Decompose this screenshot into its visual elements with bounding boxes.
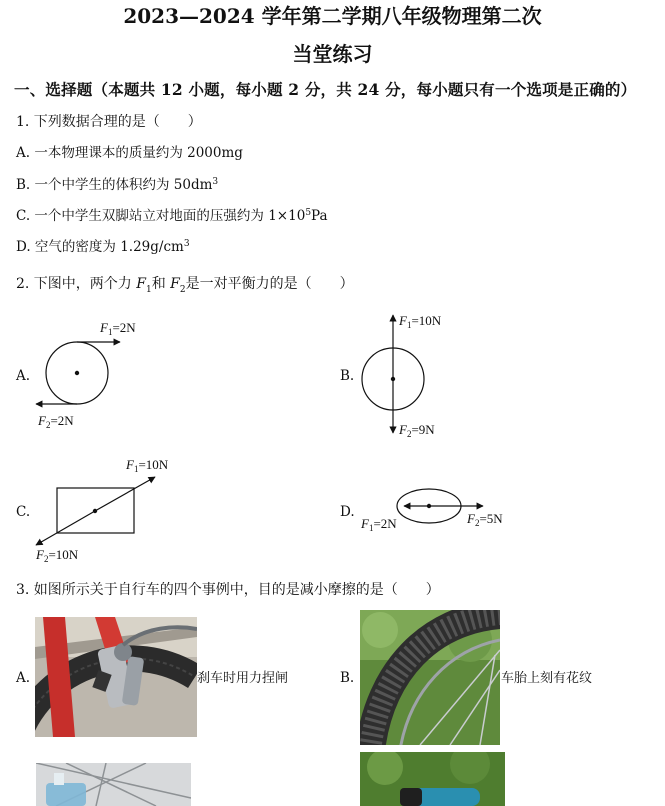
q1-option-a: A. 一本物理课本的质量约为 2000mg [16,145,243,161]
option-c-photo [36,763,191,806]
q3-stem: 3. 如图所示关于自行车的四个事例中，目的是减小摩擦的是（ ） [16,582,440,598]
q2-option-c-diagram [30,455,180,565]
title-line-1: 2023—2024 学年第二学期八年级物理第二次 [123,4,542,28]
q2-stem: 2. 下图中，两个力 $F_1$和 $F_2$是一对平衡力的是（ ） [16,276,354,295]
section-heading: 一、选择题（本题共 12 小题，每小题 2 分，共 24 分，每小题只有一个选项是正确的） [14,80,637,99]
force-f1-label: $F_1=2N$ [100,320,136,337]
q3-option-a-text: 刹车时用力捏闸 [197,671,289,686]
option-d-photo [360,752,505,806]
q1-option-b: B. 一个中学生的体积约为 $50dm^3$ [16,177,219,193]
force-f1-label: $F_1=10N$ [126,457,169,474]
q2-option-a-diagram [30,315,140,435]
tire-photo [360,610,500,745]
q3-option-b-label: B. [340,670,355,686]
q1-stem: 1. 下列数据合理的是（ ） [16,114,202,130]
q1-option-d: D. 空气的密度为 $1.29g/cm^3$ [16,239,190,255]
q2-option-d-diagram [355,478,530,538]
q2-option-d-label: D. [340,504,355,520]
force-f2-label: $F_2=9N$ [399,422,435,439]
q2-option-b-diagram [355,310,465,440]
q2-option-c-label: C. [16,504,31,520]
q3-option-a-label: A. [16,670,31,686]
force-f1-label: $F_1=10N$ [399,313,442,330]
q1-option-c: C. 一个中学生双脚站立对地面的压强约为 $1\times 10^5Pa$ [16,208,328,224]
force-f2-label: $F_2=2N$ [38,413,74,430]
force-f2-arrow [36,511,95,545]
force-f1-label: $F_1=2N$ [361,516,397,533]
q3-option-b-text: 车胎上刻有花纹 [501,671,593,686]
q2-option-b-label: B. [340,368,355,384]
force-f2-label: $F_2=5N$ [467,511,503,528]
center-dot [75,371,79,375]
title-line-2: 当堂练习 [292,42,373,66]
force-f1-arrow [95,477,155,511]
q2-option-a-label: A. [16,368,31,384]
brake-photo [35,617,197,737]
force-f2-label: $F_2=10N$ [36,547,79,564]
